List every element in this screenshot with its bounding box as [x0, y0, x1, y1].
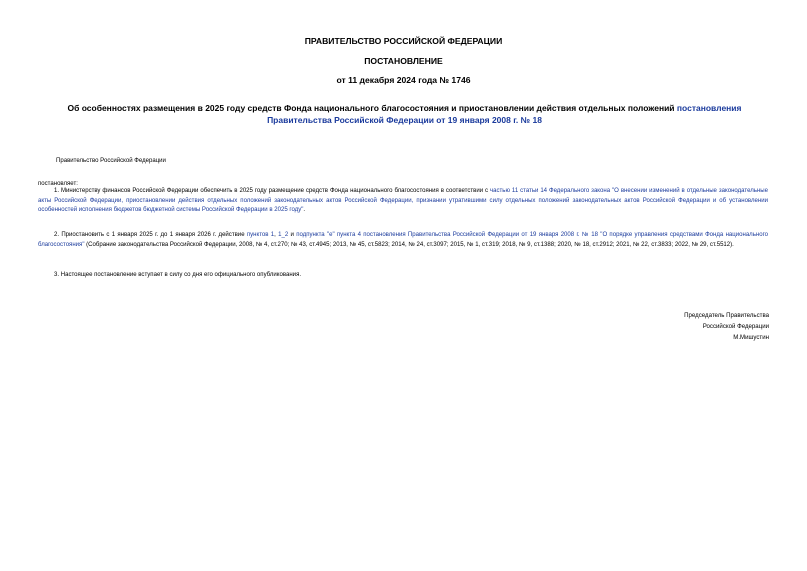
document-title: [38, 103, 771, 126]
title-link-resolution-18[interactable]: постановления Правительства Российской Федерации от 19 января 2008 г. № 18: [267, 103, 742, 125]
intro-text: Правительство Российской Федерации: [56, 158, 166, 164]
signature-name: М.Мишустин: [733, 334, 769, 341]
p1-link-federal-law[interactable]: частью 11 статьи 14 Федерального закона "О внесении изменений в отдельные законодательные акты Российской Федерации, приостановлении действия отдельных положений законодательных актов Российской Федерации, признании утратившими силу отдельных положений законодательных актов Российской Федерации и об установлении особенностей исполнения бюджетов бюджетной системы Российской Федерации в 2025 году": [38, 188, 768, 214]
p2-sep-1: ,: [274, 232, 279, 238]
p2-text: 2. Приостановить с 1 января 2025 г. до 1 января 2026 г. действие: [54, 232, 247, 238]
p2-text-end: (Собрание законодательства Российской Федерации, 2008, № 4, ст.270; № 43, ст.4945; 2013, № 45, ст.5823; 2014, № 24, ст.3097; 2015, № 1, ст.319; 2018, № 9, ст.1388; 2020, № 18, ст.2912; 2021, № 22, ст.3833; 2022, № 29, ст.5512).: [84, 241, 734, 248]
p2-link-subpoint-e[interactable]: подпункта "е" пункта 4 постановления Правительства Российской Федерации от 19 января 2008 г. № 18 "О порядке управления средствами Фонда национального благосостояния": [38, 232, 768, 248]
p2-sep-2: и: [288, 232, 297, 238]
title-text: Об особенностях размещения в 2025 году средств Фонда национального благосостояния и приостановлении действия отдельных положений: [67, 103, 677, 113]
p2-link-point-1-2[interactable]: 1_2: [278, 232, 289, 238]
paragraph-3: 3. Настоящее постановление вступает в силу со дня его официального опубликования.: [54, 272, 302, 278]
signature-organization: Российской Федерации: [702, 323, 769, 330]
decrees-text: постановляет:: [38, 181, 78, 187]
p1-text: 1. Министерству финансов Российской Федерации обеспечить в 2025 году размещение средств Фонда национального благосостояния в соответствии с: [54, 188, 490, 194]
government-header: ПРАВИТЕЛЬСТВО РОССИЙСКОЙ ФЕДЕРАЦИИ: [304, 36, 503, 46]
paragraph-2: [38, 231, 768, 250]
document-date-number: от 11 декабря 2024 года № 1746: [336, 75, 471, 85]
document-type: ПОСТАНОВЛЕНИЕ: [364, 56, 443, 66]
p1-text-end: .: [303, 207, 306, 214]
signature-position: Председатель Правительства: [684, 312, 769, 319]
p2-link-point-1[interactable]: пунктов 1: [246, 232, 275, 238]
paragraph-1: [38, 187, 768, 216]
